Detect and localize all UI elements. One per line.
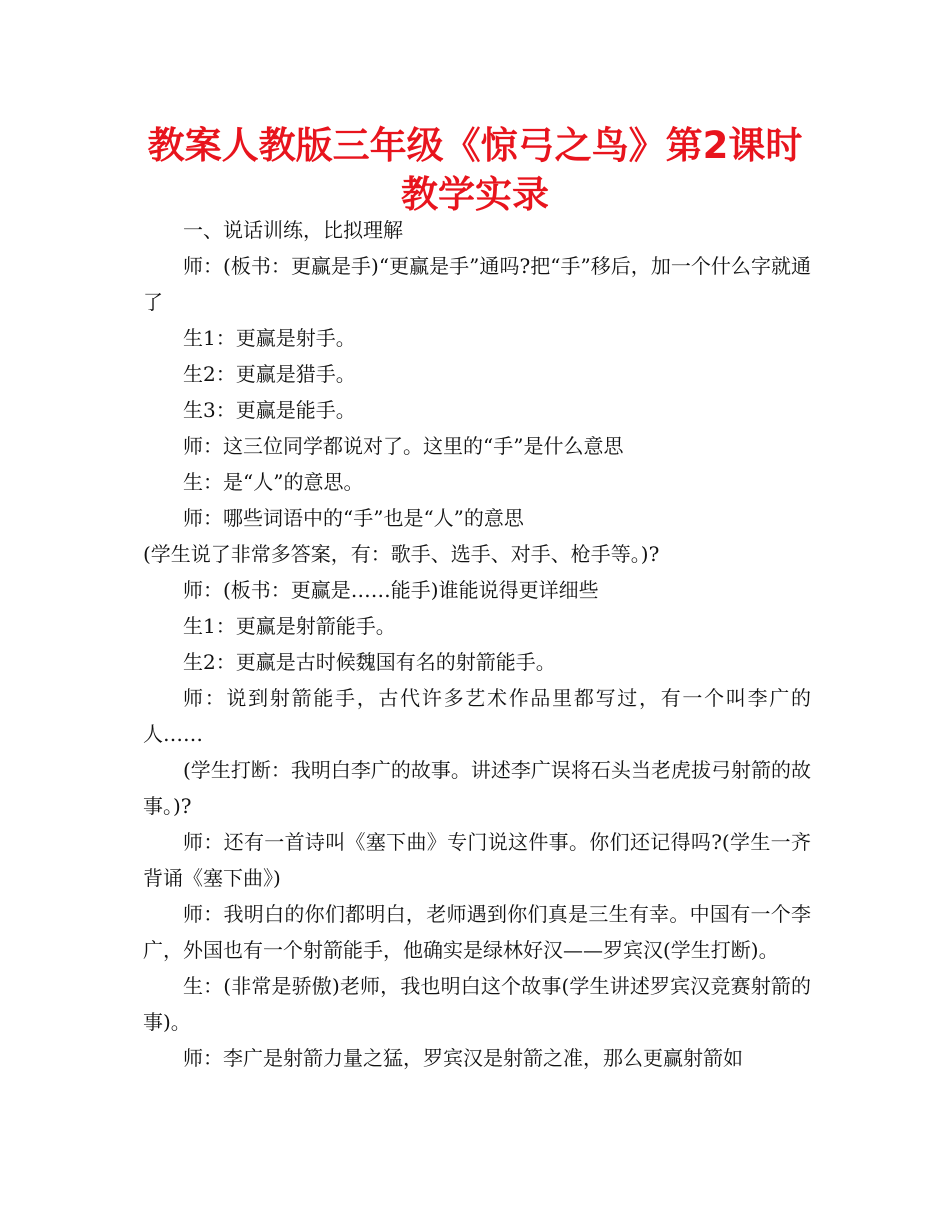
paragraph: 生：(非常是骄傲)老师，我也明白这个故事(学生讲述罗宾汉竞赛射箭的事)。 [143, 974, 811, 1034]
paragraph: 生3：更赢是能手。 [183, 398, 356, 422]
paragraph: 师：这三位同学都说对了。这里的“手”是什么意思 [183, 434, 624, 458]
paragraph: 师：还有一首诗叫《塞下曲》专门说这件事。你们还记得吗?(学生一齐背诵《塞下曲》) [143, 830, 811, 890]
paragraph: (学生打断：我明白李广的故事。讲述李广误将石头当老虎拔弓射箭的故事。)? [143, 758, 811, 818]
paragraph: 生2：更赢是古时候魏国有名的射箭能手。 [183, 650, 556, 674]
document-title-line1: 教案人教版三年级《惊弓之鸟》第2课时 [147, 124, 803, 167]
paragraph: 师：李广是射箭力量之猛，罗宾汉是射箭之准，那么更赢射箭如 [183, 1046, 743, 1070]
paragraph: 生2：更赢是猎手。 [183, 362, 356, 386]
paragraph: 师：说到射箭能手，古代许多艺术作品里都写过，有一个叫李广的人…… [143, 686, 811, 746]
document-title-line2: 教学实录 [401, 173, 549, 216]
paragraph: 生1：更赢是射箭能手。 [183, 614, 396, 638]
document-body [143, 212, 811, 1076]
paragraph: 师：(板书：更赢是手)“更赢是手”通吗?把“手”移后，加一个什么字就通了 [143, 254, 811, 314]
paragraph: (学生说了非常多答案，有：歌手、选手、对手、枪手等。)? [143, 542, 660, 566]
paragraph: 生1：更赢是射手。 [183, 326, 356, 350]
paragraph: 师：我明白的你们都明白，老师遇到你们真是三生有幸。中国有一个李广，外国也有一个射箭能手，他确实是绿林好汉——罗宾汉(学生打断)。 [143, 902, 811, 962]
paragraph: 师：(板书：更赢是……能手)谁能说得更详细些 [183, 578, 599, 602]
paragraph: 一、说话训练，比拟理解 [183, 218, 403, 242]
paragraph: 师：哪些词语中的“手”也是“人”的意思 [183, 506, 524, 530]
paragraph: 生：是“人”的意思。 [183, 470, 364, 494]
